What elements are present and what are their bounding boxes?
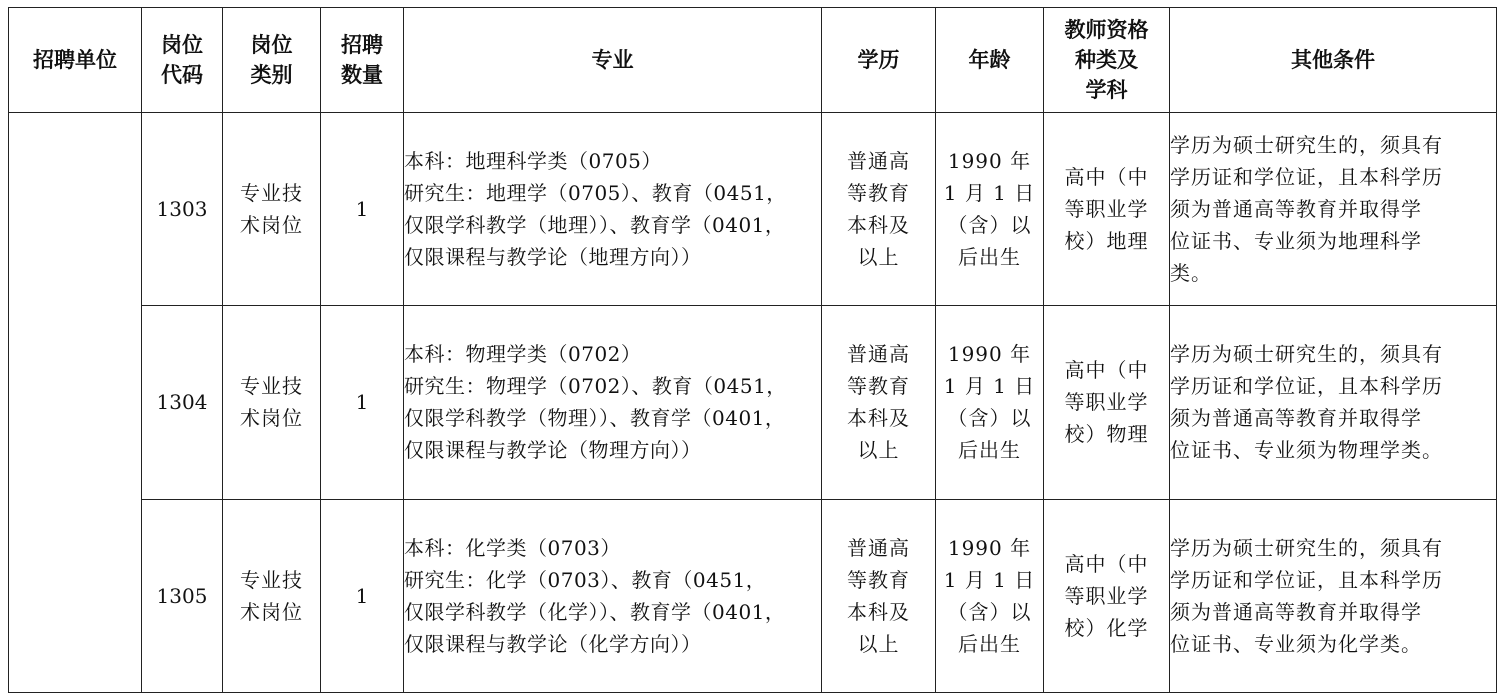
header-education xyxy=(822,8,936,113)
education-cell xyxy=(822,113,936,306)
unit-cell xyxy=(9,113,142,693)
major-cell xyxy=(404,499,822,692)
post-type-line: 专业技 xyxy=(240,181,303,206)
header-cert-line: 学科 xyxy=(1085,78,1128,102)
age-line: 1990 年 xyxy=(947,149,1032,174)
hire-count-cell: 1 xyxy=(321,113,404,306)
other-line: 须为普通高等教育并取得学 xyxy=(1170,599,1422,624)
cert-line: 校）地理 xyxy=(1064,229,1149,254)
post-type-line: 专业技 xyxy=(240,567,303,592)
major-line: 仅限学科教学（物理））、教育学（0401， xyxy=(404,406,786,431)
education-line: 以上 xyxy=(857,245,900,270)
post-type-cell xyxy=(223,113,321,306)
age-cell xyxy=(936,113,1044,306)
table-row xyxy=(9,306,1497,499)
post-type-line: 术岗位 xyxy=(240,599,303,624)
other-line: 位证书、专业须为地理科学 xyxy=(1170,229,1422,254)
other-line: 学历证和学位证，且本科学历 xyxy=(1170,165,1443,190)
major-line: 研究生：地理学（0705）、教育（0451， xyxy=(404,181,787,206)
major-line: 仅限课程与教学论（化学方向）） xyxy=(404,631,702,656)
cert-line: 等职业学 xyxy=(1064,197,1149,222)
other-line: 位证书、专业须为化学类。 xyxy=(1170,631,1422,656)
header-count-line: 招聘 xyxy=(341,33,383,57)
age-line: （含）以 xyxy=(947,406,1032,431)
post-code-cell: 1304 xyxy=(142,306,223,499)
education-line: 以上 xyxy=(857,631,900,656)
post-type-line: 术岗位 xyxy=(240,213,303,238)
major-line: 本科：化学类（0703） xyxy=(404,535,621,560)
other-line: 学历证和学位证，且本科学历 xyxy=(1170,374,1443,399)
major-line: 仅限学科教学（化学））、教育学（0401， xyxy=(404,599,786,624)
other-line: 位证书、专业须为物理学类。 xyxy=(1170,438,1443,463)
recruitment-table xyxy=(8,7,1497,693)
major-line: 仅限学科教学（地理））、教育学（0401， xyxy=(404,213,786,238)
cert-line: 等职业学 xyxy=(1064,583,1149,608)
education-line: 普通高 xyxy=(847,149,910,174)
other-line: 学历为硕士研究生的，须具有 xyxy=(1170,342,1443,367)
age-cell xyxy=(936,499,1044,692)
education-line: 以上 xyxy=(857,438,900,463)
major-line: 研究生：物理学（0702）、教育（0451， xyxy=(404,374,787,399)
header-count xyxy=(321,8,404,113)
other-line: 学历为硕士研究生的，须具有 xyxy=(1170,133,1443,158)
table-header xyxy=(9,8,1497,113)
education-line: 普通高 xyxy=(847,535,910,560)
cert-line: 等职业学 xyxy=(1064,390,1149,415)
education-line: 等教育 xyxy=(847,181,910,206)
age-line: （含）以 xyxy=(947,213,1032,238)
hire-count-cell: 1 xyxy=(321,499,404,692)
header-cert-line: 种类及 xyxy=(1075,48,1138,72)
education-line: 等教育 xyxy=(847,567,910,592)
header-code xyxy=(142,8,223,113)
other-line: 学历为硕士研究生的，须具有 xyxy=(1170,535,1443,560)
header-type-line: 岗位 xyxy=(250,33,293,57)
table-body xyxy=(9,113,1497,693)
other-line: 须为普通高等教育并取得学 xyxy=(1170,197,1422,222)
header-type-line: 类别 xyxy=(250,63,293,87)
major-cell xyxy=(404,113,822,306)
cert-cell xyxy=(1044,499,1170,692)
other-conditions-cell xyxy=(1170,113,1497,306)
major-line: 本科：物理学类（0702） xyxy=(404,342,642,367)
other-line: 学历证和学位证，且本科学历 xyxy=(1170,567,1443,592)
header-other-line: 其他条件 xyxy=(1291,48,1375,72)
major-cell xyxy=(404,306,822,499)
education-cell xyxy=(822,499,936,692)
age-cell xyxy=(936,306,1044,499)
post-type-line: 术岗位 xyxy=(240,406,303,431)
header-count-line: 数量 xyxy=(341,63,383,87)
post-code-cell: 1303 xyxy=(142,113,223,306)
post-type-cell xyxy=(223,499,321,692)
cert-cell xyxy=(1044,113,1170,306)
major-line: 仅限课程与教学论（地理方向）） xyxy=(404,245,702,270)
header-unit-line: 招聘单位 xyxy=(33,48,117,72)
education-line: 本科及 xyxy=(847,213,910,238)
header-unit xyxy=(9,8,142,113)
table-row xyxy=(9,113,1497,306)
header-major xyxy=(404,8,822,113)
other-conditions-cell xyxy=(1170,499,1497,692)
cert-line: 校）化学 xyxy=(1064,615,1149,640)
age-line: 1990 年 xyxy=(947,342,1032,367)
other-line: 须为普通高等教育并取得学 xyxy=(1170,406,1422,431)
age-line: 1 月 1 日 xyxy=(943,567,1036,592)
major-line: 本科：地理科学类（0705） xyxy=(404,149,662,174)
education-line: 普通高 xyxy=(847,342,910,367)
header-age-line: 年龄 xyxy=(968,48,1011,72)
age-line: 后出生 xyxy=(958,631,1021,656)
header-education-line: 学历 xyxy=(857,48,900,72)
cert-line: 高中（中 xyxy=(1064,165,1149,190)
other-conditions-cell xyxy=(1170,306,1497,499)
education-line: 本科及 xyxy=(847,406,910,431)
cert-cell xyxy=(1044,306,1170,499)
age-line: 1990 年 xyxy=(947,535,1032,560)
age-line: 1 月 1 日 xyxy=(943,181,1036,206)
post-type-line: 专业技 xyxy=(240,374,303,399)
cert-line: 高中（中 xyxy=(1064,551,1149,576)
hire-count-cell: 1 xyxy=(321,306,404,499)
major-line: 研究生：化学（0703）、教育（0451， xyxy=(404,567,767,592)
age-line: 后出生 xyxy=(958,438,1021,463)
header-age xyxy=(936,8,1044,113)
cert-line: 高中（中 xyxy=(1064,358,1149,383)
education-line: 本科及 xyxy=(847,599,910,624)
education-line: 等教育 xyxy=(847,374,910,399)
header-major-line: 专业 xyxy=(591,48,634,72)
education-cell xyxy=(822,306,936,499)
post-type-cell xyxy=(223,306,321,499)
header-code-line: 岗位 xyxy=(161,33,203,57)
header-code-line: 代码 xyxy=(161,63,203,87)
age-line: （含）以 xyxy=(947,599,1032,624)
age-line: 后出生 xyxy=(958,245,1021,270)
other-line: 类。 xyxy=(1170,261,1212,286)
header-row xyxy=(9,8,1497,113)
header-other xyxy=(1170,8,1497,113)
header-cert-line: 教师资格 xyxy=(1064,18,1149,42)
age-line: 1 月 1 日 xyxy=(943,374,1036,399)
header-cert xyxy=(1044,8,1170,113)
header-type xyxy=(223,8,321,113)
post-code-cell: 1305 xyxy=(142,499,223,692)
table-row xyxy=(9,499,1497,692)
cert-line: 校）物理 xyxy=(1064,422,1149,447)
major-line: 仅限课程与教学论（物理方向）） xyxy=(404,438,702,463)
